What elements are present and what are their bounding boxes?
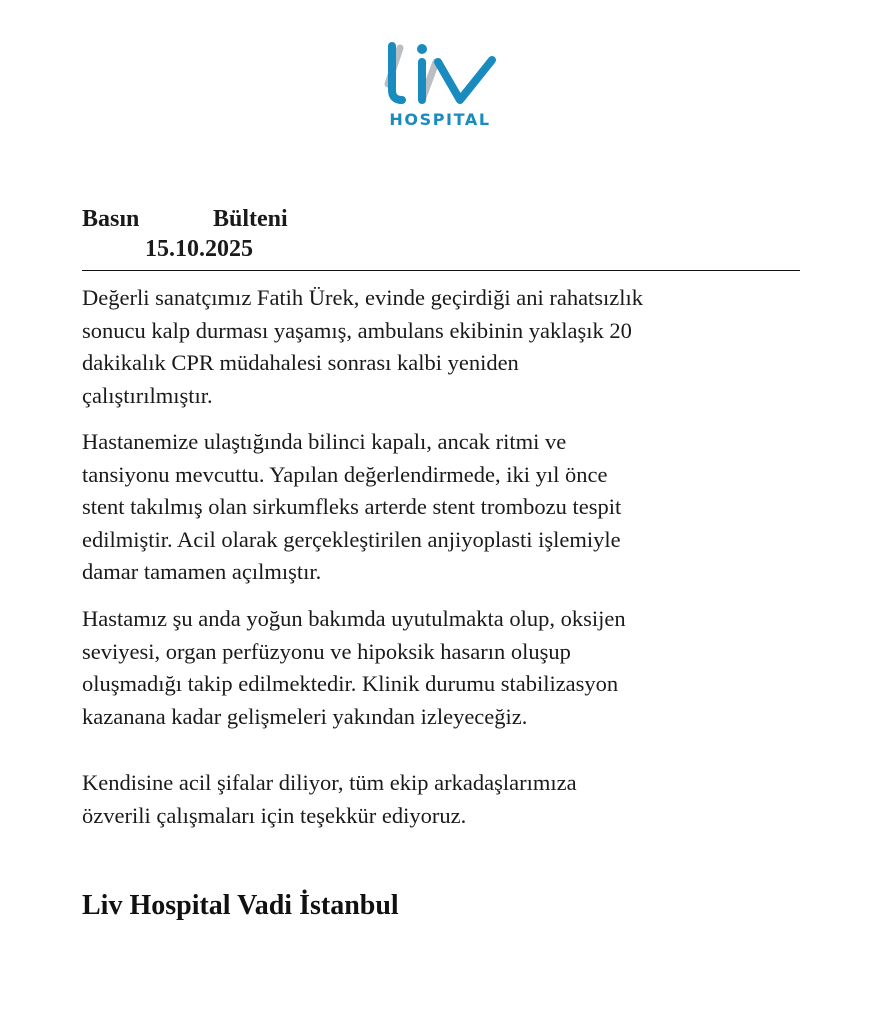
logo-subtitle: HOSPITAL xyxy=(389,110,491,129)
header-divider xyxy=(82,270,800,271)
paragraph-4: Kendisine acil şifalar diliyor, tüm ekip arkadaşlarımıza özverili çalışmaları için teşekkür ediyoruz. xyxy=(82,770,577,828)
header-title-word-2: Bülteni xyxy=(213,206,288,232)
header-title-word-1: Basın xyxy=(82,206,140,232)
paragraph-2: Hastanemize ulaştığında bilinci kapalı, ancak ritmi ve tansiyonu mevcuttu. Yapılan değerlendirmede, iki yıl önce stent takılmış olan sirkumfleks arterde stent trombozu tespit edilmiştir. Acil olarak gerçekleştirilen anjiyoplasti işlemiyle damar tamamen açılmıştır. xyxy=(82,429,622,584)
signature: Liv Hospital Vadi İstanbul xyxy=(82,890,399,921)
press-release-header xyxy=(82,206,800,262)
liv-hospital-logo xyxy=(378,40,506,130)
liv-logo-mark xyxy=(378,40,506,108)
release-date: 15.10.2025 xyxy=(145,236,253,262)
paragraph-1: Değerli sanatçımız Fatih Ürek, evinde geçirdiği ani rahatsızlık sonucu kalp durması yaşamış, ambulans ekibinin yaklaşık 20 dakikalık CPR müdahalesi sonrası kalbi yeniden çalıştırılmıştır. xyxy=(82,285,644,408)
paragraph-3: Hastamız şu anda yoğun bakımda uyutulmakta olup, oksijen seviyesi, organ perfüzyonu ve hipoksik hasarın oluşup oluşmadığı takip edilmektedir. Klinik durumu stabilizasyon kazanana kadar gelişmeleri yakından izleyeceğiz. xyxy=(82,606,626,729)
